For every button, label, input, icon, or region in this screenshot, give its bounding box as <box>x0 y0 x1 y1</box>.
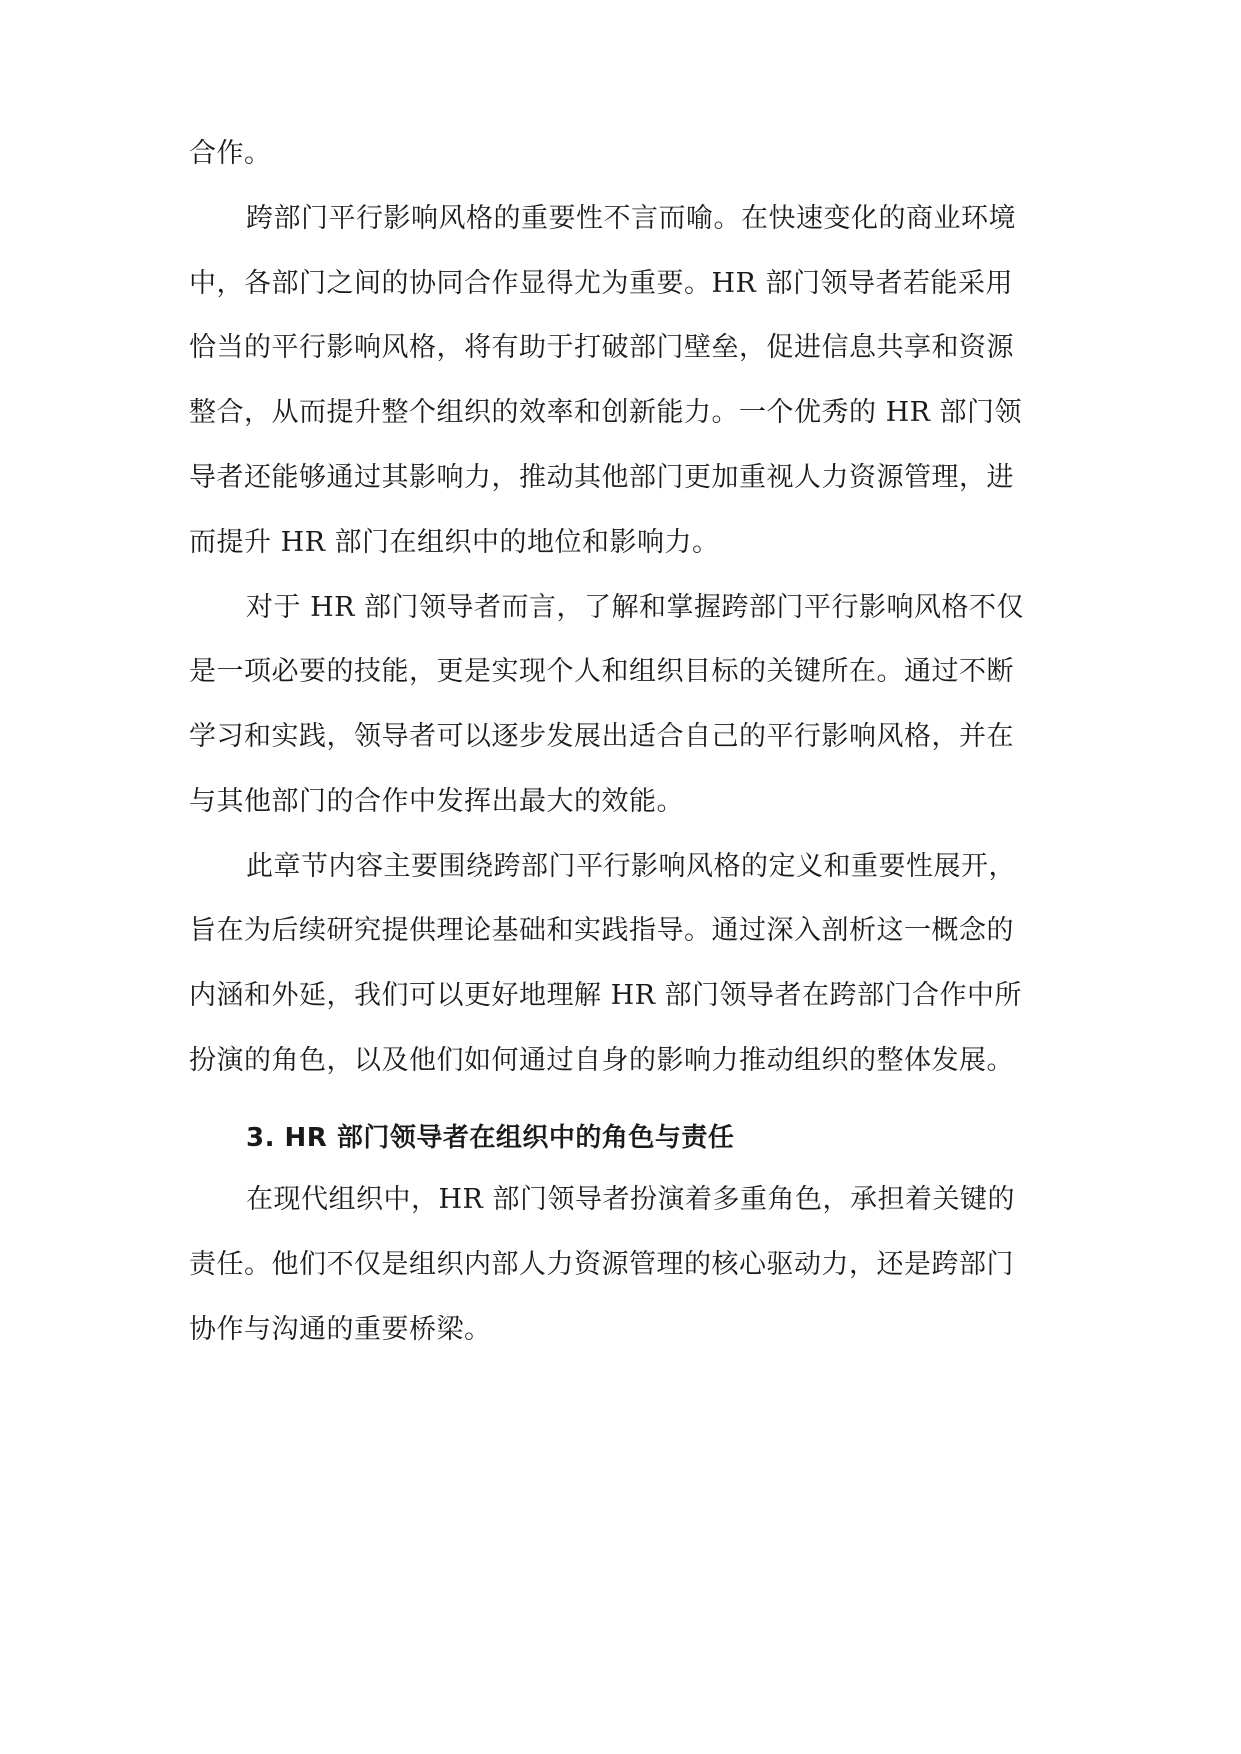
paragraph-1-line-6: 而提升 HR 部门在组织中的地位和影响力。 <box>189 527 720 558</box>
paragraph-4-line-2: 责任。他们不仅是组织内部人力资源管理的核心驱动力，还是跨部门 <box>189 1249 1014 1280</box>
paragraph-continuation-line: 合作。 <box>189 138 272 169</box>
section-heading: 3. HR 部门领导者在组织中的角色与责任 <box>246 1123 735 1153</box>
paragraph-3-line-2: 旨在为后续研究提供理论基础和实践指导。通过深入剖析这一概念的 <box>189 915 1014 946</box>
paragraph-3-line-3: 内涵和外延，我们可以更好地理解 HR 部门领导者在跨部门合作中所 <box>189 980 1023 1011</box>
paragraph-2-line-2: 是一项必要的技能，更是实现个人和组织目标的关键所在。通过不断 <box>189 656 1014 687</box>
paragraph-2-line-4: 与其他部门的合作中发挥出最大的效能。 <box>189 786 684 817</box>
paragraph-1-line-5: 导者还能够通过其影响力，推动其他部门更加重视人力资源管理，进 <box>189 462 1014 493</box>
paragraph-2-line-3: 学习和实践，领导者可以逐步发展出适合自己的平行影响风格，并在 <box>189 721 1014 752</box>
paragraph-4-line-3: 协作与沟通的重要桥梁。 <box>189 1314 492 1345</box>
paragraph-1-line-4: 整合，从而提升整个组织的效率和创新能力。一个优秀的 HR 部门领 <box>189 397 1023 428</box>
paragraph-3-line-1: 此章节内容主要围绕跨部门平行影响风格的定义和重要性展开， <box>246 851 1016 882</box>
paragraph-1-line-1: 跨部门平行影响风格的重要性不言而喻。在快速变化的商业环境 <box>246 203 1016 234</box>
paragraph-2-line-1: 对于 HR 部门领导者而言，了解和掌握跨部门平行影响风格不仅 <box>246 592 1025 623</box>
paragraph-1-line-2: 中，各部门之间的协同合作显得尤为重要。HR 部门领导者若能采用 <box>189 268 1013 299</box>
paragraph-1-line-3: 恰当的平行影响风格，将有助于打破部门壁垒，促进信息共享和资源 <box>189 332 1014 363</box>
paragraph-4-line-1: 在现代组织中，HR 部门领导者扮演着多重角色，承担着关键的 <box>246 1184 1015 1215</box>
paragraph-3-line-4: 扮演的角色，以及他们如何通过自身的影响力推动组织的整体发展。 <box>189 1045 1014 1076</box>
